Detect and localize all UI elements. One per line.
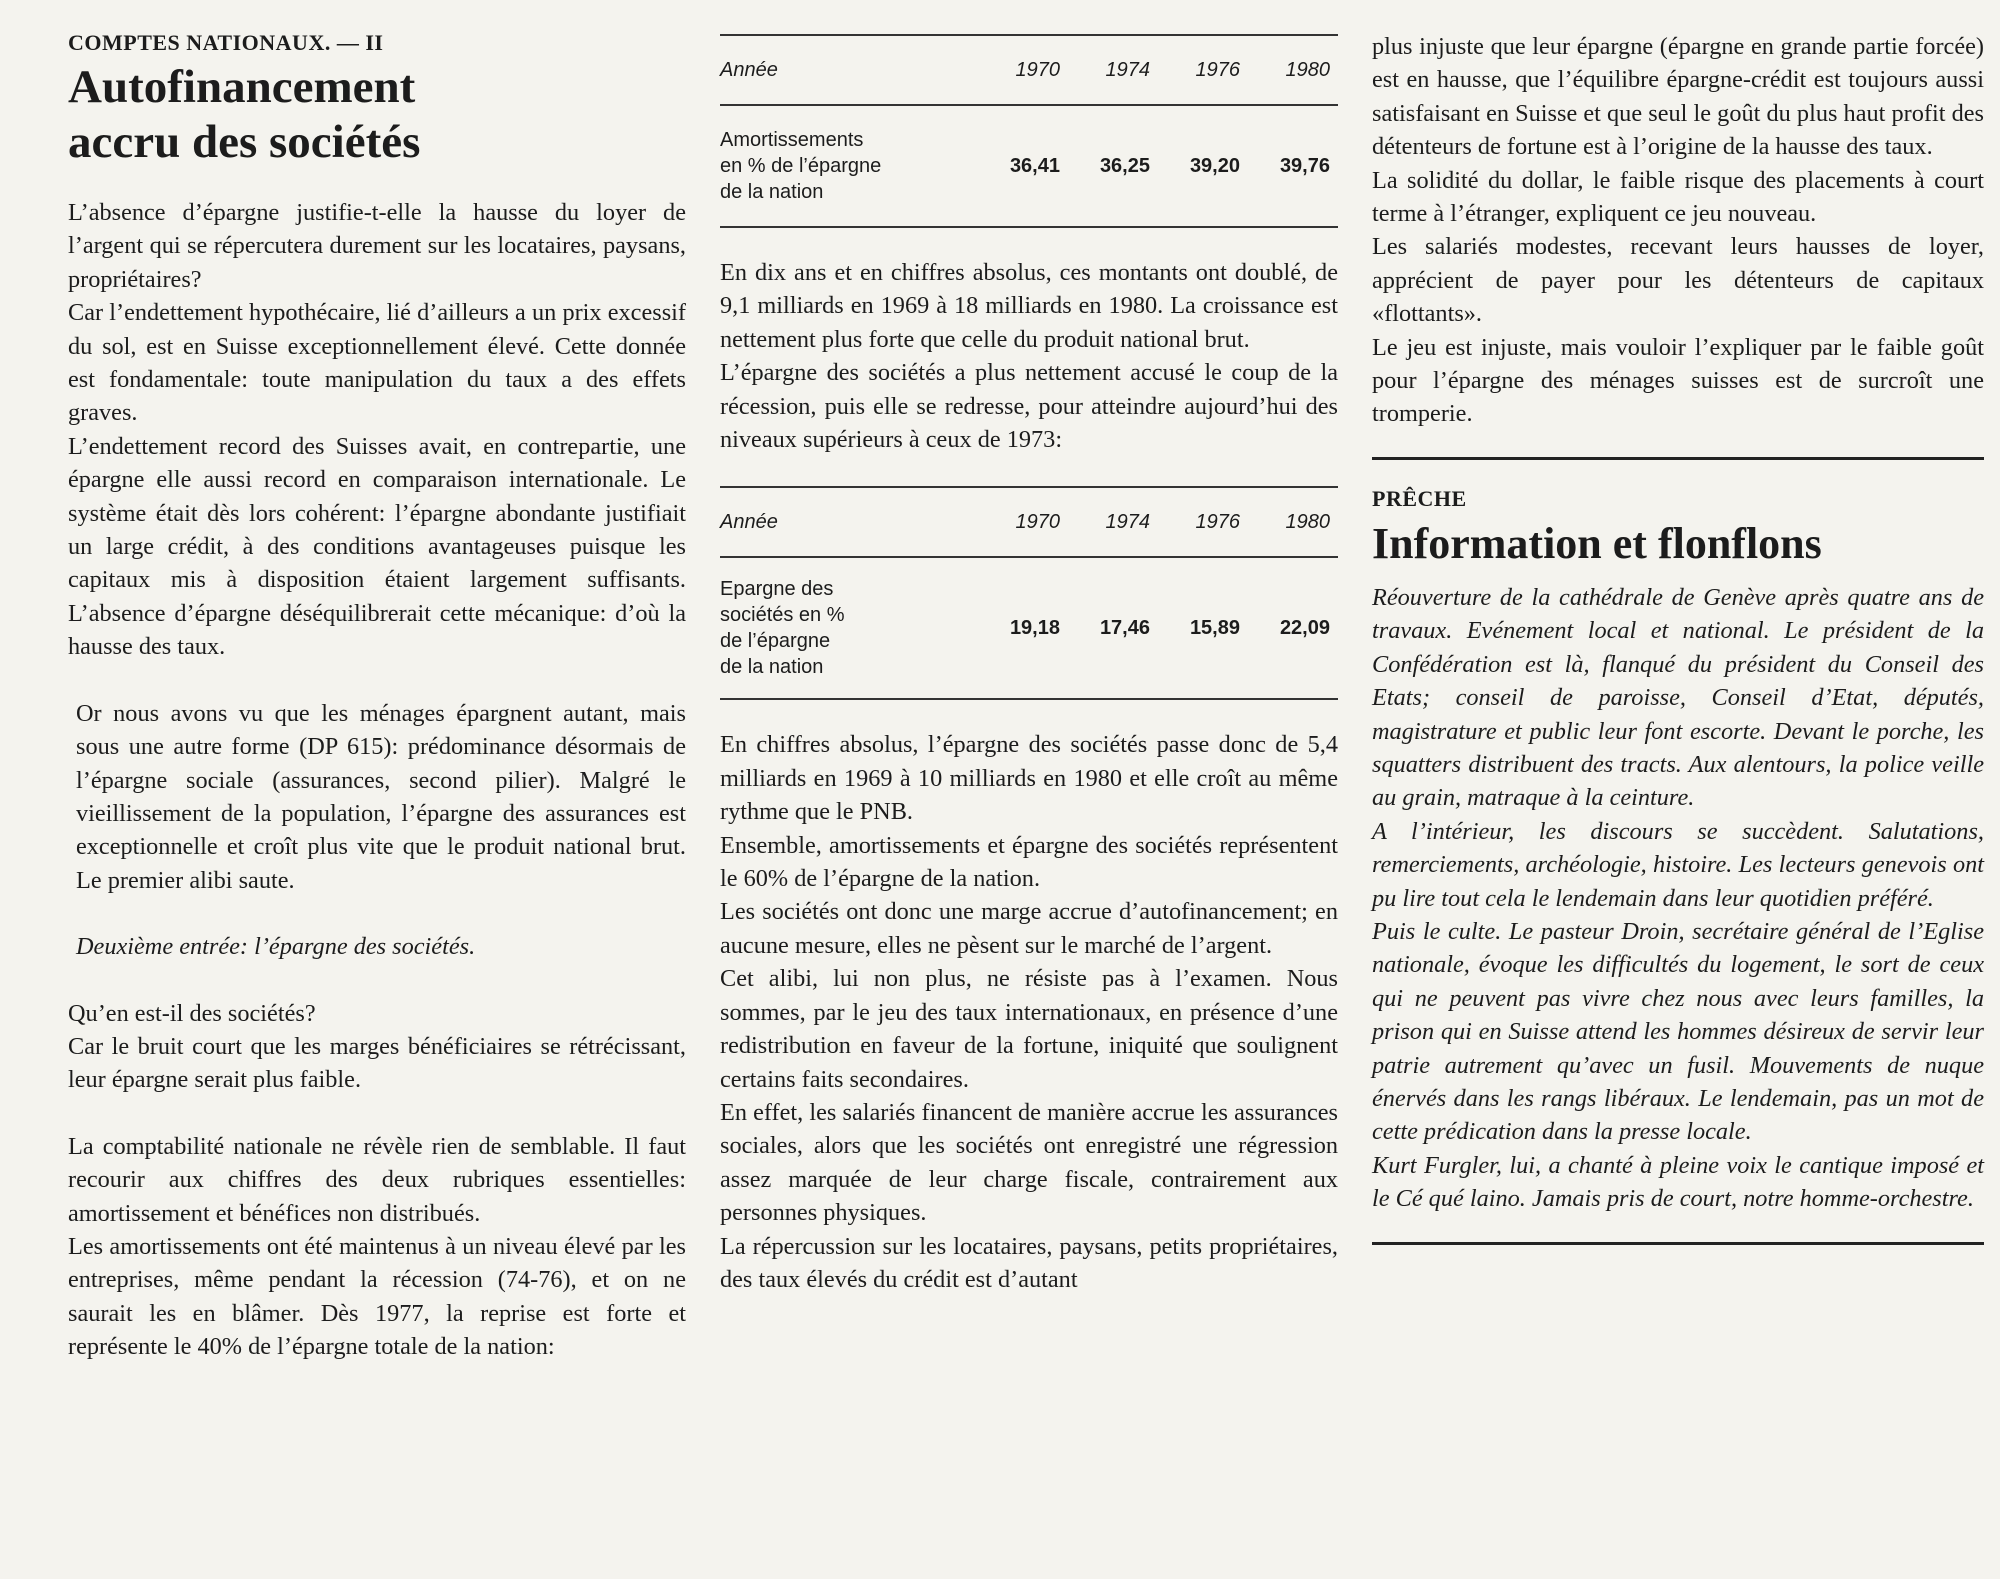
- paragraph: plus injuste que leur épargne (épargne en grande partie forcée) est en hausse, que l’équilibre épargne-crédit est toujours aussi satisfaisant en Suisse et que seul le goût du plus haut profit des détenteurs de fortune est à l’origine de la hausse des taux.: [1372, 33, 1984, 161]
- paragraph: Kurt Furgler, lui, a chanté à pleine voix le cantique imposé et le Cé qué laino. Jamais pris de court, notre homme-orchestre.: [1372, 1151, 1984, 1213]
- paragraph: La répercussion sur les locataires, paysans, petits propriétaires, des taux élevés du crédit est d’autant: [720, 1232, 1338, 1293]
- table-year: 1980: [1285, 510, 1330, 533]
- table-value: 39,20: [1189, 154, 1240, 177]
- paragraph: A l’intérieur, les discours se succèdent. Salutations, remerciements, archéologie, histoire. Les lecteurs genevois ont pu lire tout cela le lendemain dans leur quotidien préféré.: [1372, 817, 1984, 912]
- paragraph: L’épargne des sociétés a plus nettement accusé le coup de la récession, puis elle se redresse, pour atteindre aujourd’hui des niveaux supérieurs à ceux de 1973:: [720, 359, 1338, 454]
- section-divider: [1372, 1242, 1984, 1245]
- table-year: 1976: [1195, 510, 1240, 533]
- paragraph: Car l’endettement hypothécaire, lié d’ailleurs a un prix excessif du sol, est en Suisse exceptionnellement élevé. Cette donnée est fondamentale: toute manipulation du taux a des effets graves.: [68, 299, 686, 427]
- table-value: 17,46: [1099, 616, 1150, 639]
- article-title: Information et flonflons: [1372, 518, 1822, 568]
- table-value: 15,89: [1189, 616, 1240, 639]
- title-line-1: Autofinancement: [68, 61, 416, 113]
- table-value: 19,18: [1009, 616, 1060, 639]
- table-year: 1974: [1105, 510, 1150, 533]
- title-line-2: accru des sociétés: [68, 116, 421, 168]
- paragraph: Les amortissements ont été maintenus à un niveau élevé par les entreprises, même pendant la récession (74-76), et on ne saurait les en blâmer. Dès 1977, la reprise est forte et représente le 40% de l’épargne totale de la nation:: [68, 1232, 686, 1361]
- table-header-label: Année: [720, 511, 778, 534]
- stats-table-epargne-societes: [720, 486, 1338, 700]
- table-header-row: [720, 488, 1338, 558]
- paragraph: En chiffres absolus, l’épargne des sociétés passe donc de 5,4 milliards en 1969 à 10 milliards en 1980 et elle croît au même rythme que le PNB.: [720, 731, 1338, 826]
- article-title: [68, 60, 686, 170]
- table-header-row: [720, 36, 1338, 106]
- table-header-label: Année: [720, 59, 778, 81]
- stats-table-amortissements: [720, 34, 1338, 228]
- paragraph: Qu’en est-il des sociétés?: [68, 999, 316, 1027]
- article-kicker: COMPTES NATIONAUX. — II: [68, 30, 384, 55]
- paragraph: Puis le culte. Le pasteur Droin, secrétaire général de l’Eglise nationale, évoque les difficultés du logement, le sort de ceux qui ne peuvent pas vivre chez nous avec leurs familles, la prison qui en Suisse attend les hommes désireux de servir leur patrie autrement qu’avec un fusil. Mouvements de nuque énervés dans les rangs libéraux. Le lendemain, pas un mot de cette prédication dans la presse locale.: [1372, 917, 1984, 1146]
- paragraph: La solidité du dollar, le faible risque des placements à court terme à l’étranger, expliquent ce jeu nouveau.: [1372, 166, 1984, 228]
- paragraph: Or nous avons vu que les ménages épargnent autant, mais sous une autre forme (DP 615): prédominance désormais de l’épargne sociale (assurances, second pilier). Malgré le vieillissement de la population, l’épargne des assurances est exceptionnelle et croît plus vite que le produit national brut. Le premier alibi saute.: [76, 699, 686, 894]
- paragraph: Cet alibi, lui non plus, ne résiste pas à l’examen. Nous sommes, par le jeu des taux internationaux, en présence d’une redistribution en faveur de la fortune, iniquité que soulignent certains faits secondaires.: [720, 965, 1338, 1093]
- table-year: 1974: [1105, 58, 1150, 81]
- table-year: 1980: [1285, 58, 1330, 81]
- paragraph: L’endettement record des Suisses avait, en contrepartie, une épargne elle aussi record en comparaison internationale. Le système était dès lors cohérent: l’épargne abondante justifiait un large crédit, à des conditions avantageuses puisque les capitaux mis à disposition étaient largement suffisants. L’absence d’épargne déséquilibrerait cette mécanique: d’où la hausse des taux.: [68, 432, 686, 661]
- column-3: [1372, 30, 1984, 1245]
- paragraph: L’absence d’épargne justifie-t-elle la hausse du loyer de l’argent qui se répercutera durement sur les locataires, paysans, propriétaires?: [68, 199, 686, 293]
- section-subheading: Deuxième entrée: l’épargne des sociétés.: [76, 933, 476, 961]
- table-value: 36,41: [1009, 154, 1060, 177]
- table-value: 22,09: [1279, 616, 1330, 639]
- table-value: 39,76: [1279, 154, 1330, 177]
- paragraph: Le jeu est injuste, mais vouloir l’expliquer par le faible goût pour l’épargne des ménages suisses est de surcroît une tromperie.: [1372, 333, 1984, 428]
- table-year: 1970: [1015, 58, 1060, 81]
- paragraph: Réouverture de la cathédrale de Genève après quatre ans de travaux. Evénement local et national. Le président de la Confédération est là, flanqué du président du Conseil des Etats; conseil de paroisse, Conseil d’Etat, députés, magistrature et public leur font escorte. Devant le porche, les squatters distribuent des tracts. Aux alentours, la police veille au grain, matraque à la ceinture.: [1372, 583, 1984, 812]
- table-row-label: Epargne des sociétés en % de l’épargne de la nation: [720, 578, 845, 679]
- table-row: [720, 106, 1338, 226]
- column-1: [68, 30, 686, 1364]
- table-value: 36,25: [1099, 154, 1150, 177]
- table-row: [720, 558, 1338, 698]
- table-year: 1970: [1015, 510, 1060, 533]
- paragraph: Les salariés modestes, recevant leurs hausses de loyer, apprécient de payer pour les détenteurs de capitaux «flottants».: [1372, 233, 1984, 328]
- paragraph: Les sociétés ont donc une marge accrue d’autofinancement; en aucune mesure, elles ne pèsent sur le marché de l’argent.: [720, 898, 1338, 959]
- paragraph: En dix ans et en chiffres absolus, ces montants ont doublé, de 9,1 milliards en 1969 à 18 milliards en 1980. La croissance est nettement plus forte que celle du produit national brut.: [720, 259, 1338, 353]
- column-2: [720, 30, 1338, 1296]
- article-kicker: PRÊCHE: [1372, 485, 1467, 511]
- paragraph: La comptabilité nationale ne révèle rien de semblable. Il faut recourir aux chiffres des deux rubriques essentielles: amortissement et bénéfices non distribués.: [68, 1132, 686, 1227]
- table-row-label: Amortissements en % de l’épargne de la nation: [720, 129, 882, 203]
- table-year: 1976: [1195, 58, 1240, 81]
- section-divider: [1372, 457, 1984, 460]
- paragraph: En effet, les salariés financent de manière accrue les assurances sociales, alors que les sociétés ont enregistré une régression assez marquée de leur charge fiscale, contrairement aux personnes physiques.: [720, 1098, 1338, 1227]
- paragraph: Car le bruit court que les marges bénéficiaires se rétrécissant, leur épargne serait plus faible.: [68, 1032, 686, 1094]
- paragraph: Ensemble, amortissements et épargne des sociétés représentent le 60% de l’épargne de la nation.: [720, 831, 1338, 893]
